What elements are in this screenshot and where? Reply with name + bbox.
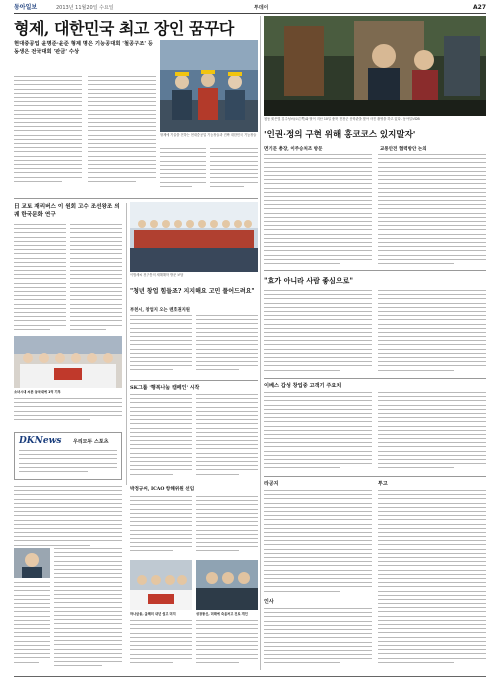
divider	[264, 270, 486, 271]
section-name: 투데이	[254, 5, 269, 11]
bottom-caption-right: 성장통신, 미래에 죽음처고 진료 개인	[196, 612, 248, 616]
listing-col2-title: 투고	[378, 481, 388, 487]
column-rule	[260, 16, 261, 670]
main-story-text-col1	[14, 76, 82, 184]
left-bottom-text2	[54, 548, 122, 668]
left-photo-caption: 소녀시대 씨폰 동국대에 1억 기부	[14, 390, 61, 394]
left-bottom-text	[14, 486, 122, 546]
paper-name: 동아일보	[14, 4, 38, 11]
icao-text-col2	[196, 496, 258, 556]
left-photo-text	[14, 398, 122, 426]
right-mid2-text-col1	[264, 392, 372, 472]
left-mid-headline: 日 교토 재리버스 이 원회 고수 조선왕조 의궤 한국문화 연구	[14, 204, 120, 218]
main-story-text-col3	[160, 148, 206, 188]
right-mid-subhead: 이베스 갑성 창업중 고객기 주요치	[264, 383, 342, 389]
dknews-logo: DKNews	[19, 436, 62, 446]
divider	[264, 476, 486, 477]
top-rule	[14, 13, 486, 14]
feature-photo	[264, 16, 486, 116]
listing-col1	[264, 490, 372, 594]
left-photo	[14, 336, 122, 388]
sk-text-col2	[196, 394, 258, 480]
left-mid-text-col1	[14, 224, 66, 332]
portrait-photo	[14, 548, 50, 578]
icao-headline: 박정규씨, ICAO 항해위원 선임	[130, 487, 195, 492]
bottom-caption-text-right	[196, 620, 258, 670]
issue-date: 2013년 11월20일 수요일	[56, 5, 114, 11]
divider	[130, 380, 258, 381]
bottom-photo-left	[130, 560, 192, 610]
main-story-text-col4	[210, 148, 258, 188]
page-number: A27	[473, 4, 486, 11]
center-subhead: 부천시, 창업지 오는 덴호권지원	[130, 308, 190, 313]
bottom-rule	[14, 676, 486, 677]
bottom-caption-left: 하나금융, 올해의 내년 설고 미지	[130, 612, 176, 616]
feature-text-left	[264, 154, 372, 266]
divider	[264, 378, 486, 379]
feature-headline: '인권·정의 구현 위해 홍코코스 있지말자'	[264, 130, 416, 140]
dknews-ad	[14, 432, 122, 480]
center-photo	[130, 202, 258, 272]
feature-photo-caption: 청동 붉은빛 김주성씨(오른쪽)와 딸이 지난 10일 충북 진천군 문학관을 찾아 사진 촬영을 하고 있다. 동아일보DB	[264, 117, 420, 121]
dknews-text	[19, 450, 117, 476]
column-rule	[126, 203, 127, 485]
listing-col2	[378, 490, 486, 666]
bottom-caption-text-left	[130, 620, 192, 670]
main-headline: 형제, 대한민국 최고 장인 꿈꾸다	[14, 19, 234, 38]
left-mid-text-col2	[70, 224, 122, 332]
feature-text-right	[378, 154, 486, 266]
left-bottom-text3	[14, 582, 50, 668]
center-headline: "청년 창업 힘들죠? 지지해요 고민 풀어드려요"	[130, 288, 255, 295]
listing-col3-title: 인사	[264, 599, 274, 605]
bottom-photo-right	[196, 560, 258, 610]
icao-text-col1	[130, 496, 192, 556]
main-story-photo	[160, 40, 258, 132]
sk-headline: SK그룹 '행복나눔 캠페인' 시작	[130, 385, 200, 391]
main-photo-caption: 형제에 기술을 전하는 현대중공업 기능장들과 진짜 대한민국 기능장들	[160, 133, 257, 137]
right-mid2-text-col2	[378, 392, 486, 472]
right-mid-text-col1	[264, 290, 372, 374]
feature-subhead-right: 교통안전 협력방안 논의	[380, 147, 427, 152]
center-text-col2	[196, 315, 258, 375]
masthead	[14, 3, 486, 13]
divider	[14, 198, 258, 199]
main-story-text-col2	[88, 76, 156, 184]
center-photo-caption: 이범세씨 천구통의 새해해학 방문 보답	[130, 273, 184, 277]
feature-subhead-left: 면기문 총장, 이주승처조 방문	[264, 147, 323, 152]
right-mid-headline: "효가 아니라 사람 좋심으로"	[264, 276, 353, 285]
sk-text-col1	[130, 394, 192, 480]
main-subhead: 현대중공업 윤명준·윤준 형제 명은 기능공대회 '철공구조' 등 동생은 전국대회 '판금' 수상	[14, 41, 153, 55]
center-text-col1	[130, 315, 192, 375]
listing-col1-title: 라공지	[264, 481, 279, 487]
listing-col3	[264, 608, 372, 668]
right-mid-text-col2	[378, 290, 486, 374]
dknews-tagline: 우리모두 스포츠	[73, 439, 109, 445]
